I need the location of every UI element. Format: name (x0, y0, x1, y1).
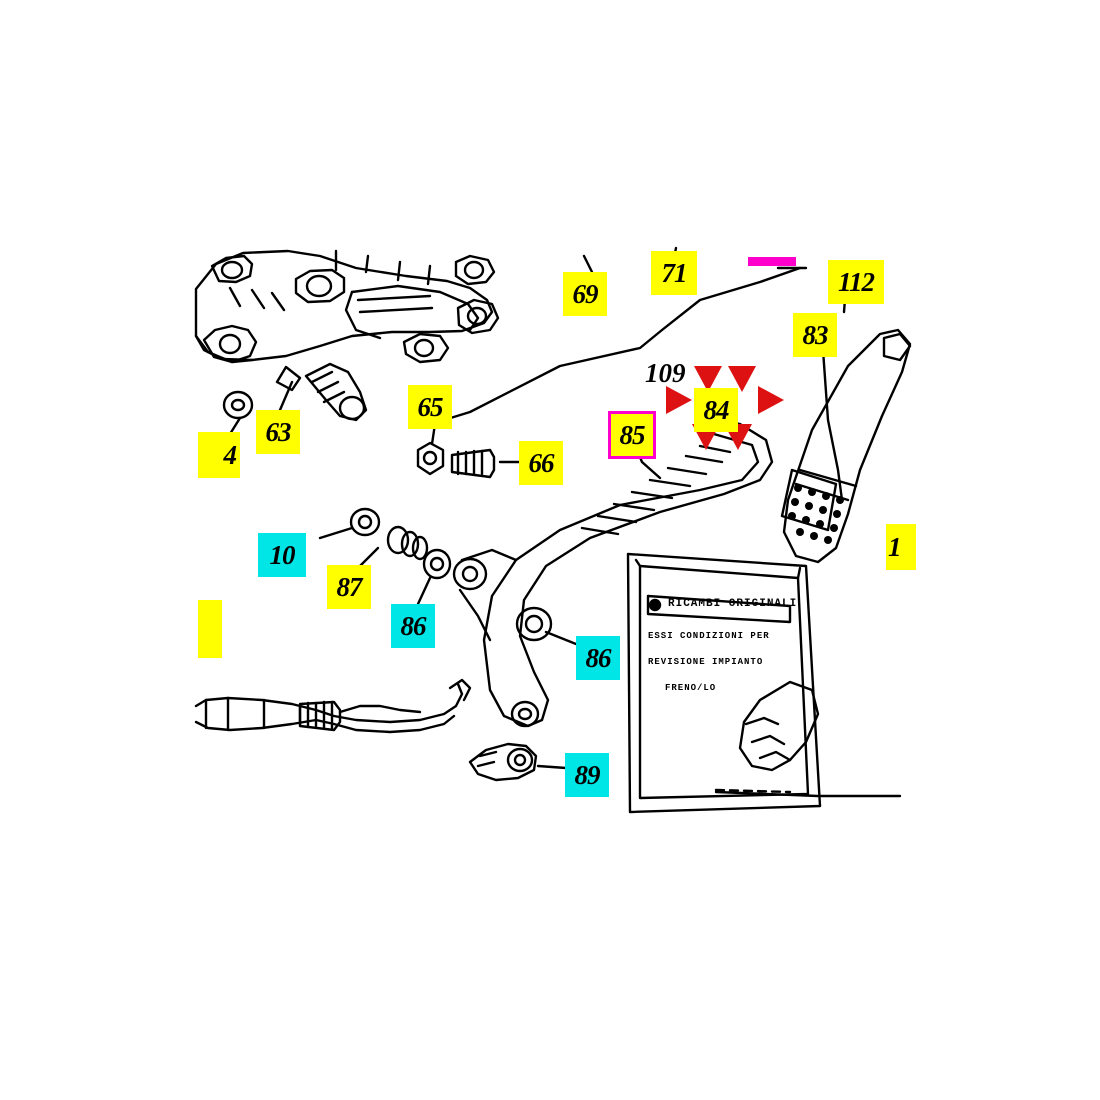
document-card-title: RICAMBI ORIGINALI (668, 598, 798, 610)
callout-65[interactable]: 65 (408, 385, 452, 429)
callout-63[interactable]: 63 (256, 410, 300, 454)
callout-89[interactable]: 89 (565, 753, 609, 797)
callout-84[interactable]: 84 (694, 388, 738, 432)
document-card-line-1: ESSI CONDIZIONI PER (648, 631, 770, 641)
callout-66[interactable]: 66 (519, 441, 563, 485)
callout-109[interactable]: 109 (645, 358, 686, 388)
callout-86-lower[interactable]: 86 (576, 636, 620, 680)
magenta-marker-bar (748, 257, 796, 266)
document-card-line-2: REVISIONE IMPIANTO (648, 657, 764, 667)
callout-64[interactable]: 4 (198, 432, 240, 478)
callout-86-upper[interactable]: 86 (391, 604, 435, 648)
callout-left-edge[interactable] (198, 600, 222, 658)
document-card-line-3: FRENO/LO (665, 683, 717, 693)
callout-85[interactable]: 85 (610, 413, 654, 457)
callout-87[interactable]: 87 (327, 565, 371, 609)
callout-10[interactable]: 10 (258, 533, 306, 577)
callout-71[interactable]: 71 (651, 251, 697, 295)
callout-112[interactable]: 112 (828, 260, 884, 304)
callout-right-edge[interactable]: 1 (886, 524, 916, 570)
callout-69[interactable]: 69 (563, 272, 607, 316)
callout-83[interactable]: 83 (793, 313, 837, 357)
